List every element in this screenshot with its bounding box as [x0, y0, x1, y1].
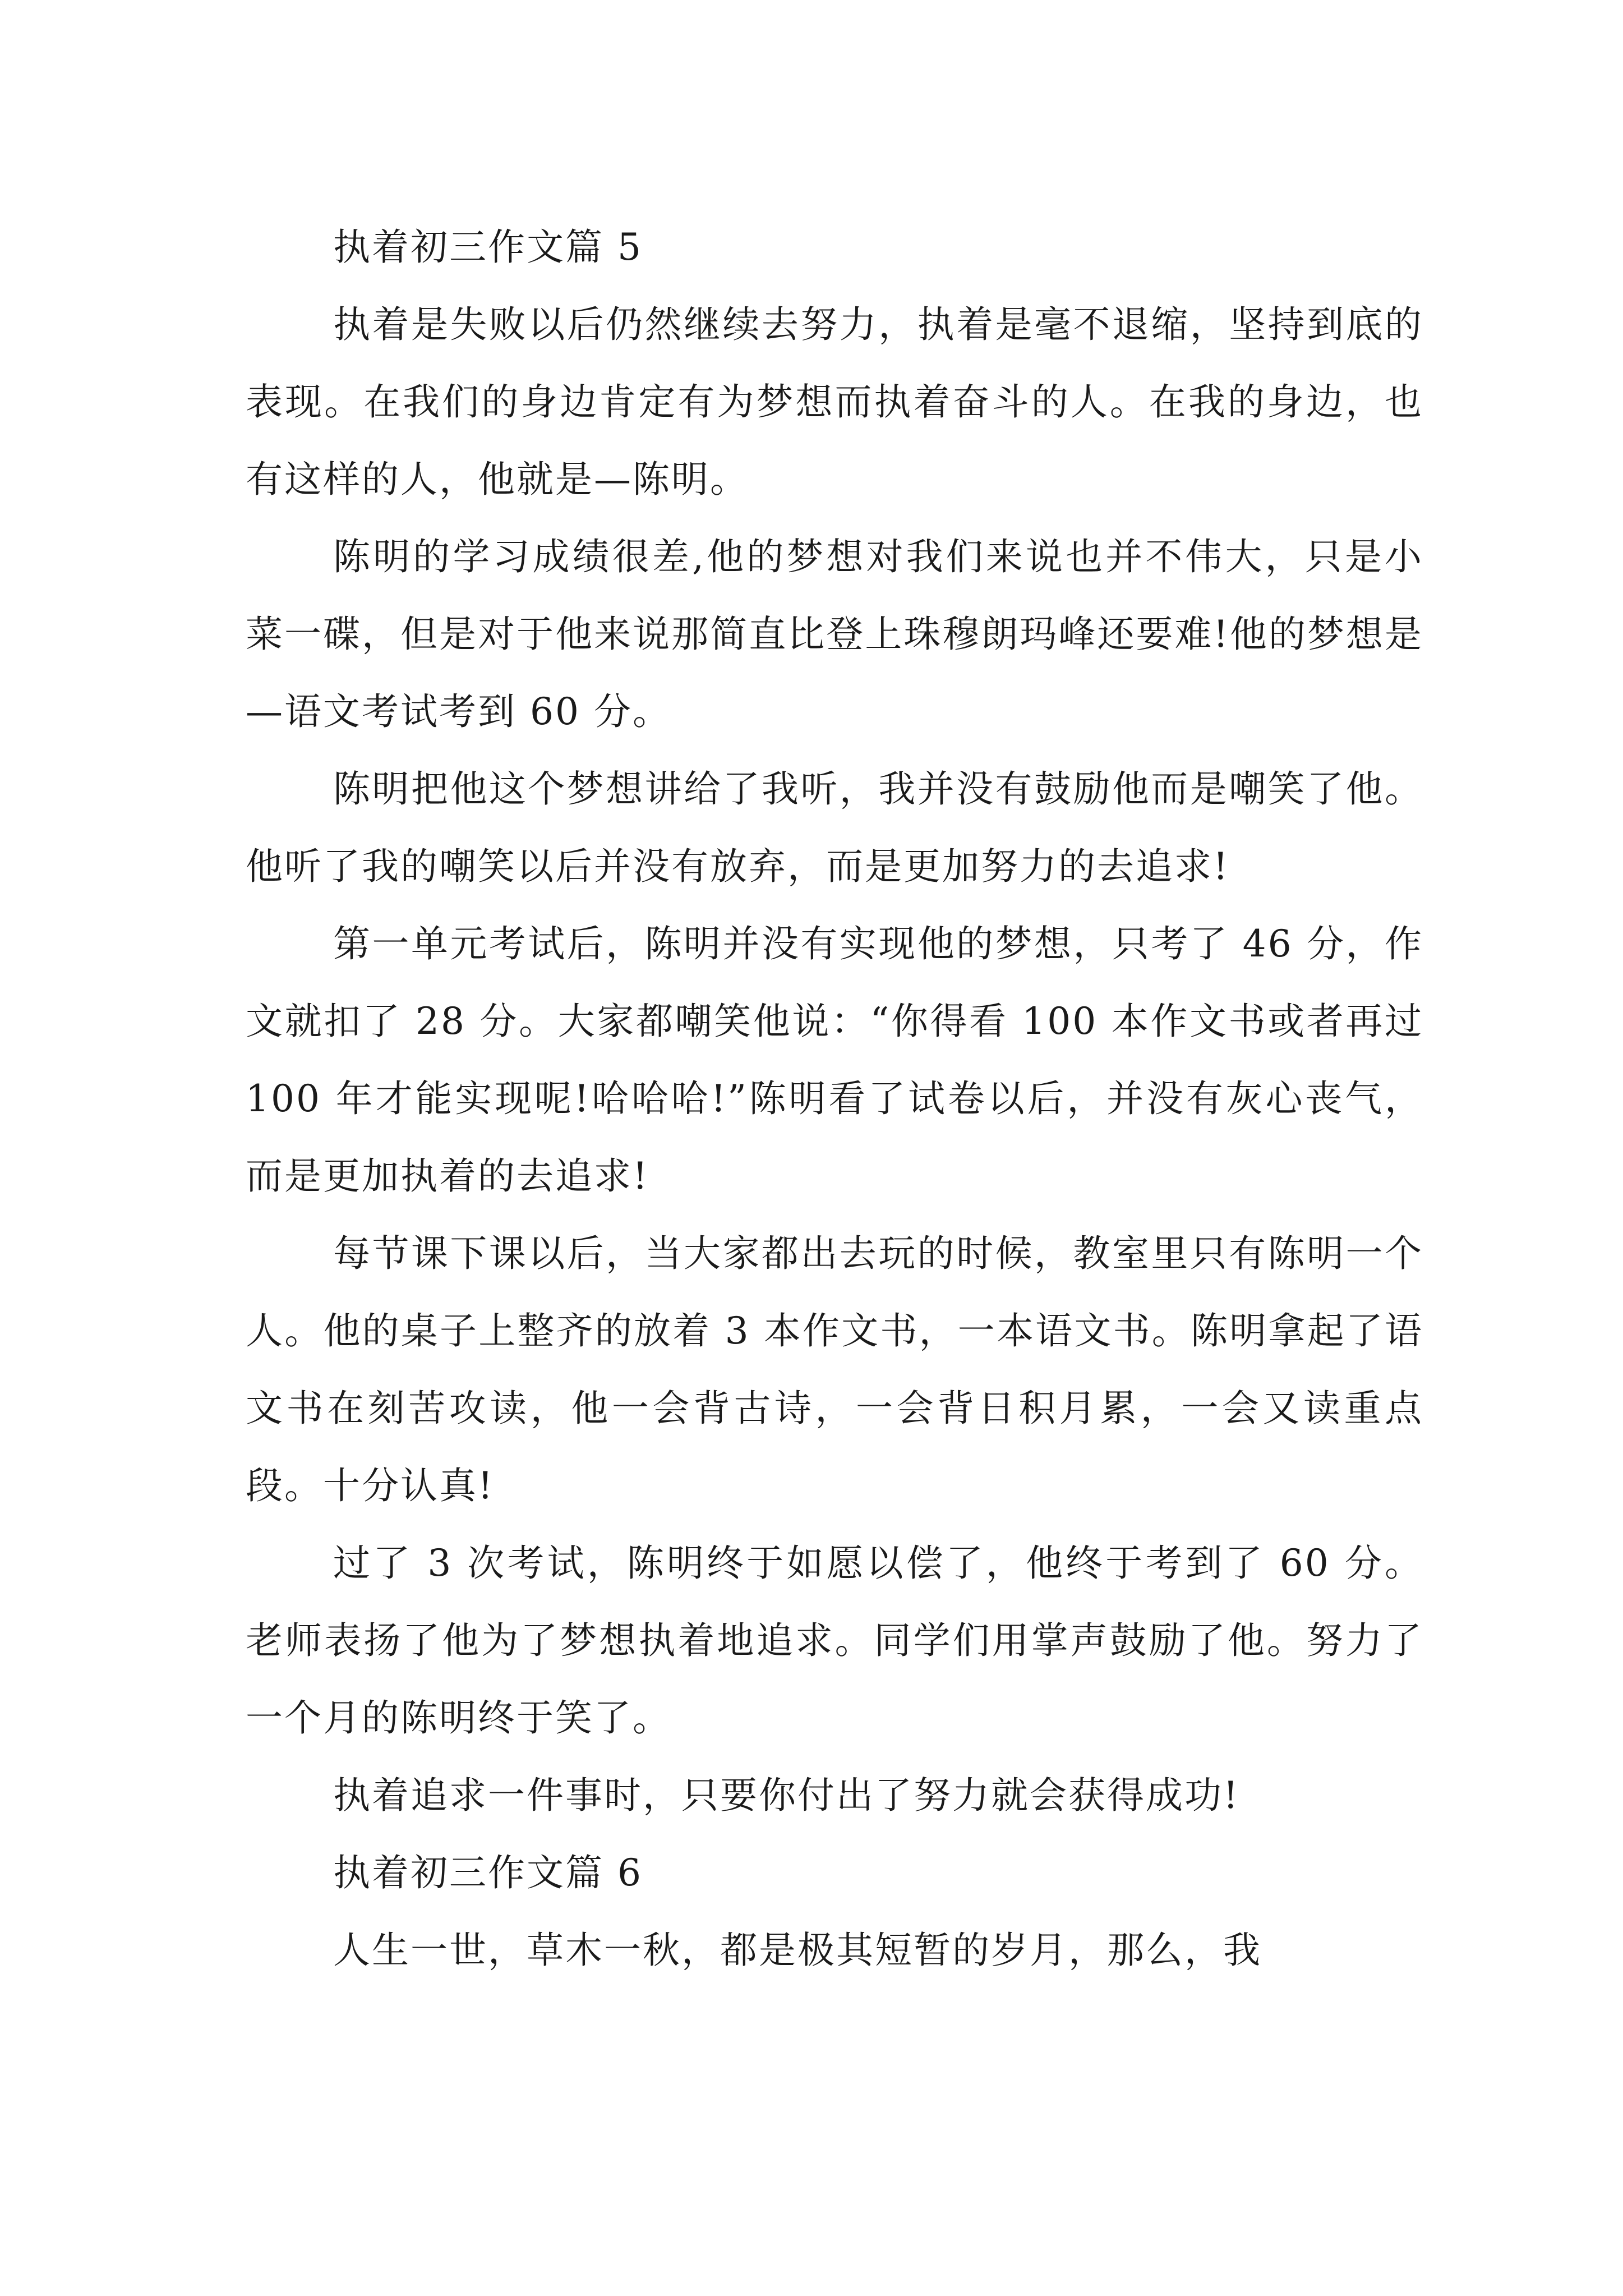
- paragraph: 每节课下课以后，当大家都出去玩的时候，教室里只有陈明一个人。他的桌子上整齐的放着 3 本作文书，一本语文书。陈明拿起了语文书在刻苦攻读，他一会背古诗，一会背日积月累，一会又读重点段。十分认真!: [246, 1232, 1423, 1507]
- paragraph: 执着追求一件事时，只要你付出了努力就会获得成功!: [333, 1774, 1240, 1817]
- section-heading-5: 执着初三作文篇 5: [333, 226, 643, 269]
- document-body: [246, 209, 1423, 1989]
- paragraph: 陈明把他这个梦想讲给了我听，我并没有鼓励他而是嘲笑了他。他听了我的嘲笑以后并没有放弃，而是更加努力的去追求!: [246, 767, 1423, 888]
- section-heading-6: 执着初三作文篇 6: [333, 1851, 643, 1894]
- paragraph: 陈明的学习成绩很差,他的梦想对我们来说也并不伟大，只是小菜一碟，但是对于他来说那简直比登上珠穆朗玛峰还要难!他的梦想是—语文考试考到 60 分。: [246, 535, 1423, 733]
- paragraph: 过了 3 次考试，陈明终于如愿以偿了，他终于考到了 60 分。老师表扬了他为了梦想执着地追求。同学们用掌声鼓励了他。努力了一个月的陈明终于笑了。: [246, 1542, 1423, 1740]
- paragraph: 人生一世，草木一秋，都是极其短暂的岁月，那么，我: [333, 1929, 1262, 1972]
- paragraph: 执着是失败以后仍然继续去努力，执着是毫不退缩，坚持到底的表现。在我们的身边肯定有为梦想而执着奋斗的人。在我的身边，也有这样的人，他就是—陈明。: [246, 303, 1423, 501]
- paragraph: 第一单元考试后，陈明并没有实现他的梦想，只考了 46 分，作文就扣了 28 分。大家都嘲笑他说：“你得看 100 本作文书或者再过 100 年才能实现呢!哈哈哈!”陈明看了试卷以后，并没有灰心丧气，而是更加执着的去追求!: [246, 922, 1423, 1198]
